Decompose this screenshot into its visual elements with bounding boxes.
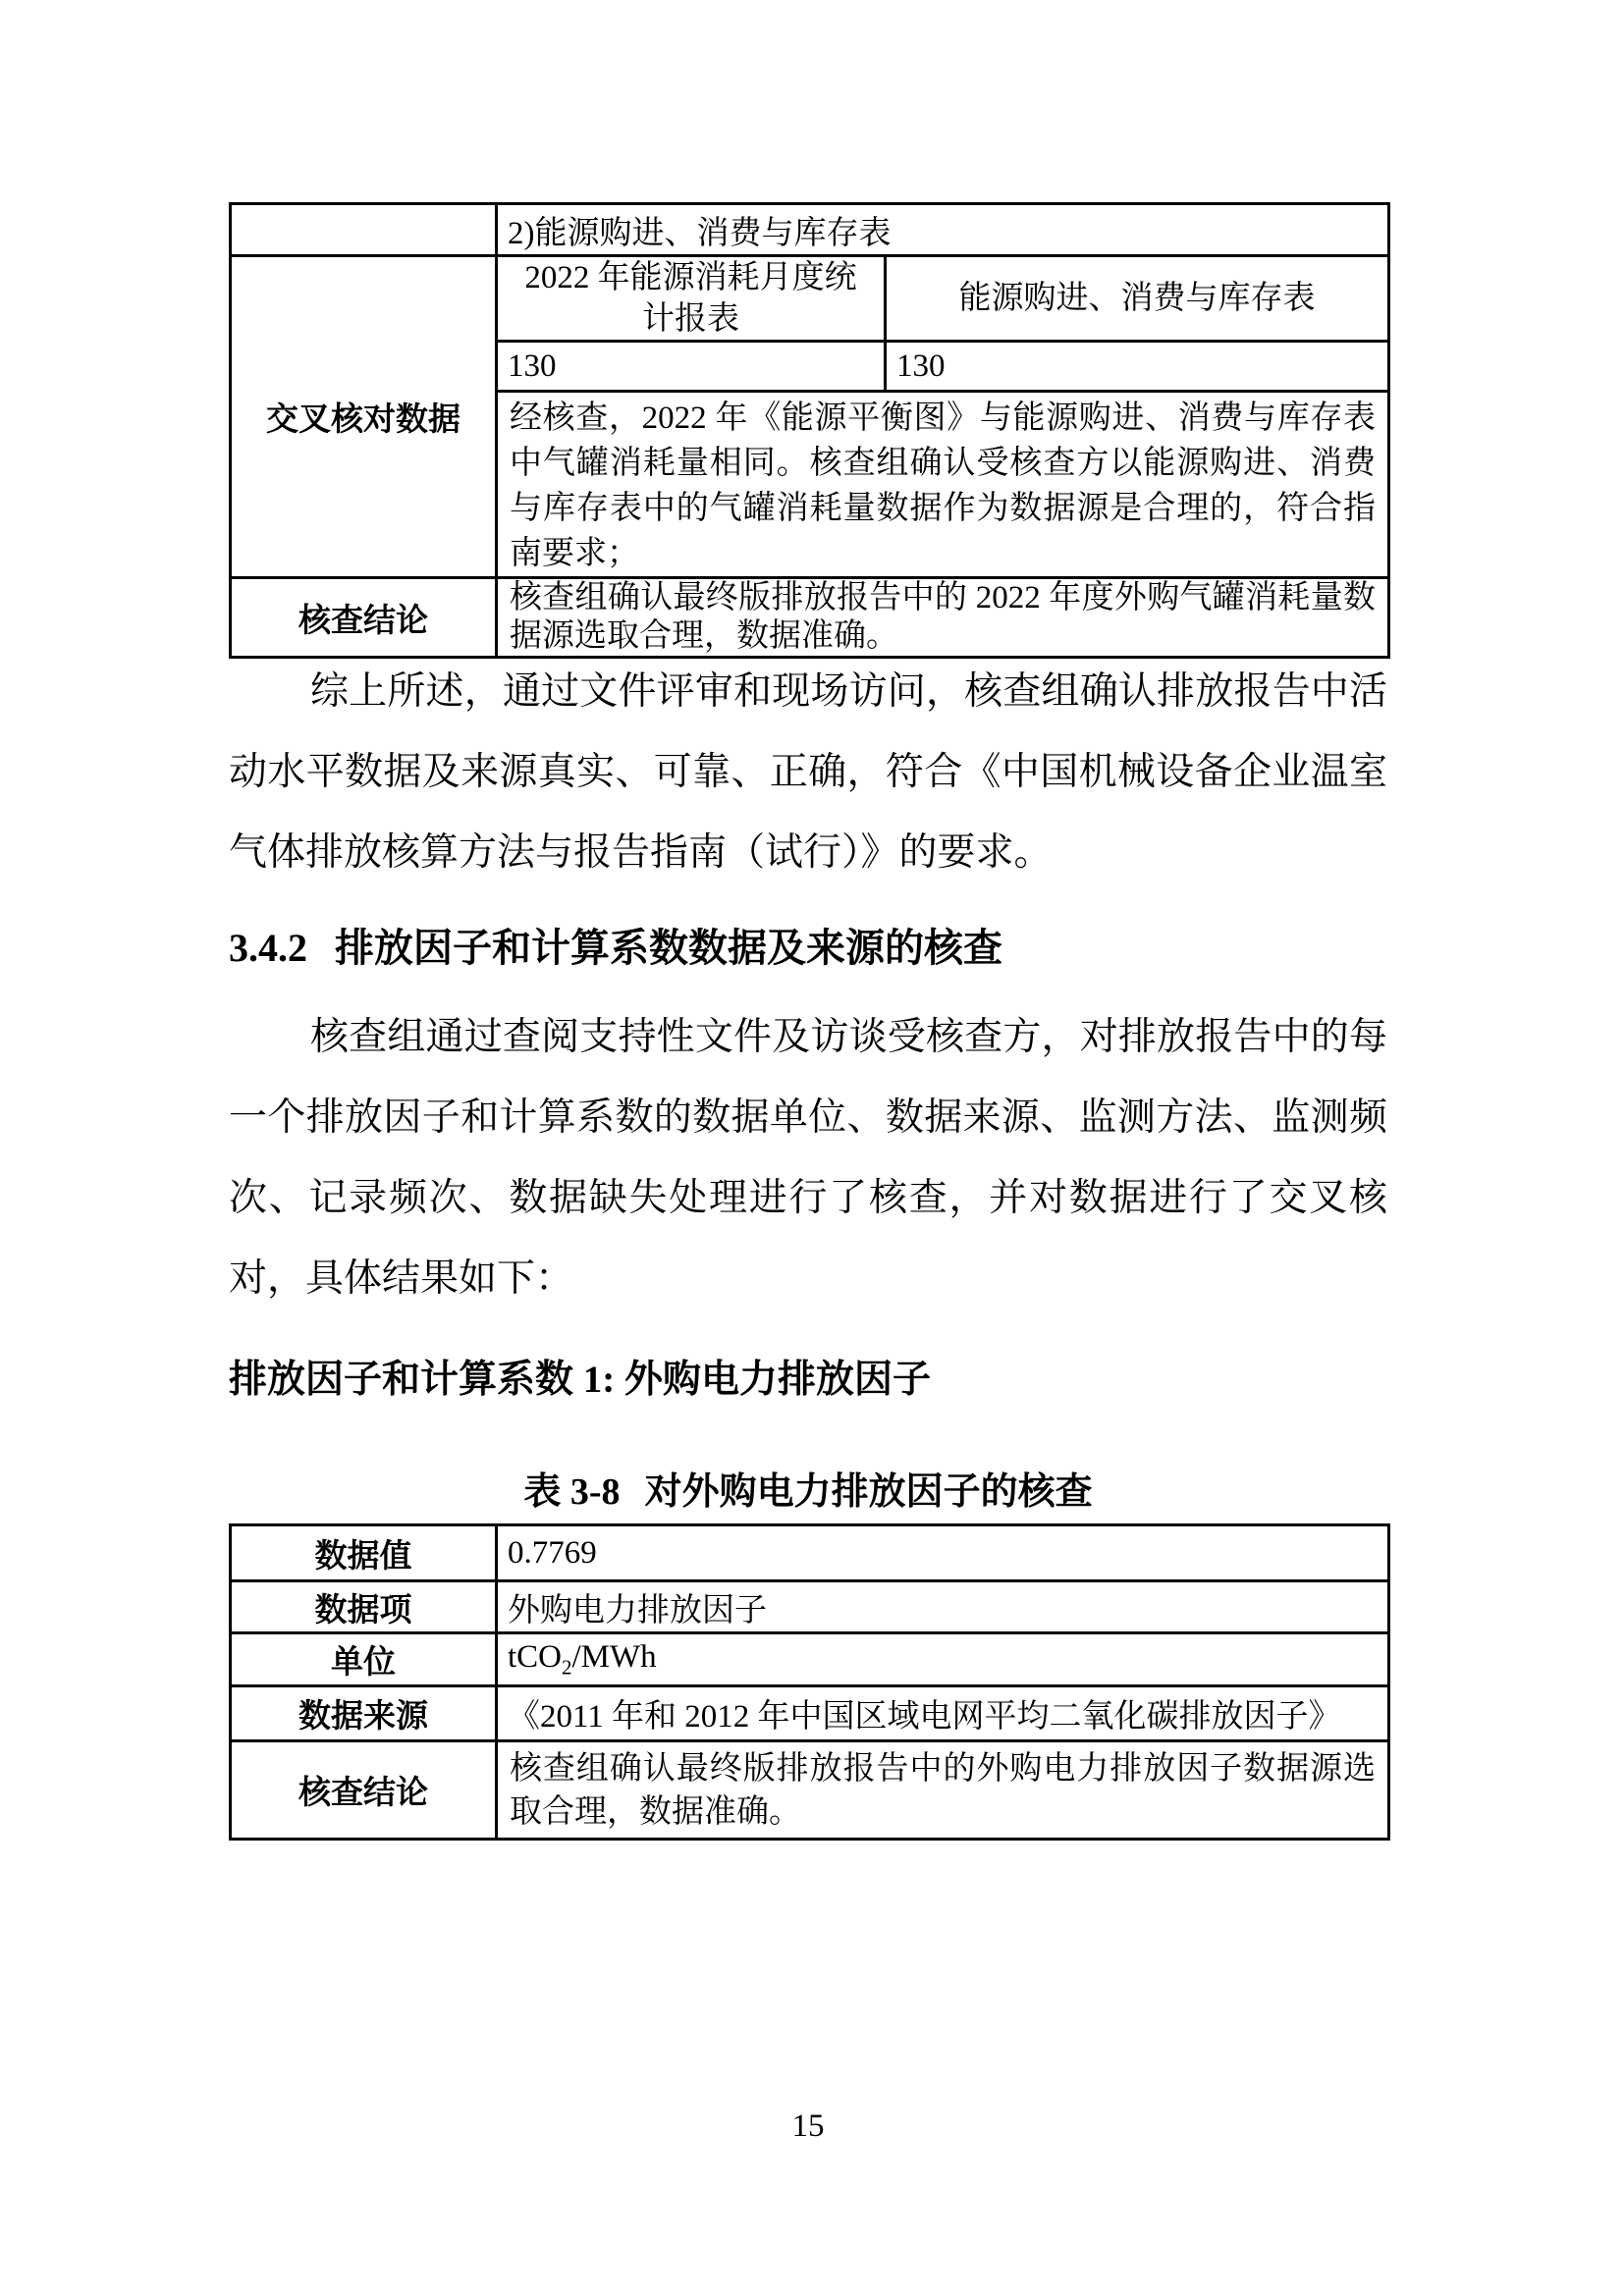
source-list-item-cell: 2)能源购进、消费与库存表: [497, 204, 1389, 256]
summary-paragraph: 综上所述，通过文件评审和现场访问，核查组确认排放报告中活动水平数据及来源真实、可靠、正确，符合《中国机械设备企业温室气体排放核算方法与报告指南（试行）》的要求。: [229, 670, 1387, 874]
monthly-report-header-cell: 2022 年能源消耗月度统计报表: [497, 256, 886, 342]
monthly-value-cell: 130: [497, 342, 886, 392]
section-number: 3.4.2: [229, 926, 307, 970]
data-value-cell: 0.7769: [497, 1525, 1389, 1581]
method-paragraph: 核查组通过查阅支持性文件及访谈受核查方，对排放报告中的每一个排放因子和计算系数的数据单位、数据来源、监测方法、监测频次、记录频次、数据缺失处理进行了核查，并对数据进行了交叉核对，具体结果如下：: [229, 1016, 1387, 1300]
unit-label-cell: 单位: [231, 1633, 497, 1686]
table-row: [231, 1741, 1389, 1840]
section-heading: [229, 919, 1387, 978]
emission-factor-table: [229, 1523, 1390, 1841]
data-source-label-cell: 数据来源: [231, 1686, 497, 1741]
conclusion-label-cell: 核查结论: [231, 1741, 497, 1840]
page-number: 15: [791, 2109, 825, 2144]
table-row: [231, 204, 1389, 256]
cross-check-table: [229, 202, 1390, 659]
data-source-cell: 《2011 年和 2012 年中国区域电网平均二氧化碳排放因子》: [497, 1686, 1389, 1741]
unit-subscript: 2: [562, 1655, 572, 1680]
conclusion-label-cell: 核查结论: [231, 578, 497, 658]
conclusion-text-cell: 核查组确认最终版排放报告中的外购电力排放因子数据源选取合理，数据准确。: [497, 1741, 1389, 1840]
purchase-value-cell: 130: [886, 342, 1389, 392]
unit-value-cell: [497, 1633, 1389, 1686]
table-row: [231, 1633, 1389, 1686]
table-caption-label: 表 3-8: [523, 1471, 621, 1513]
data-item-label-cell: 数据项: [231, 1581, 497, 1633]
factor-heading: 排放因子和计算系数 1: 外购电力排放因子: [229, 1359, 931, 1401]
cross-check-analysis-cell: 经核查，2022 年《能源平衡图》与能源购进、消费与库存表中气罐消耗量相同。核查组确认受核查方以能源购进、消费与库存表中的气罐消耗量数据作为数据源是合理的，符合指南要求；: [497, 392, 1389, 578]
data-value-label-cell: 数据值: [231, 1525, 497, 1581]
table-row: [231, 1581, 1389, 1633]
table-row: [231, 1525, 1389, 1581]
table-caption: [229, 1467, 1387, 1518]
unit-prefix: tCO: [508, 1638, 563, 1675]
unit-suffix: /MWh: [571, 1638, 657, 1675]
table-row: [231, 256, 1389, 342]
table-row: [231, 1686, 1389, 1741]
cross-check-label-cell: 交叉核对数据: [231, 256, 497, 578]
conclusion-text-cell: 核查组确认最终版排放报告中的 2022 年度外购气罐消耗量数据源选取合理，数据准确。: [497, 578, 1389, 658]
section-title: 排放因子和计算系数数据及来源的核查: [335, 926, 1002, 970]
table-caption-title: 对外购电力排放因子的核查: [644, 1471, 1093, 1513]
empty-continuation-cell: [231, 204, 497, 256]
purchase-table-header-cell: 能源购进、消费与库存表: [886, 256, 1389, 342]
data-item-cell: 外购电力排放因子: [497, 1581, 1389, 1633]
table-row: [231, 578, 1389, 658]
